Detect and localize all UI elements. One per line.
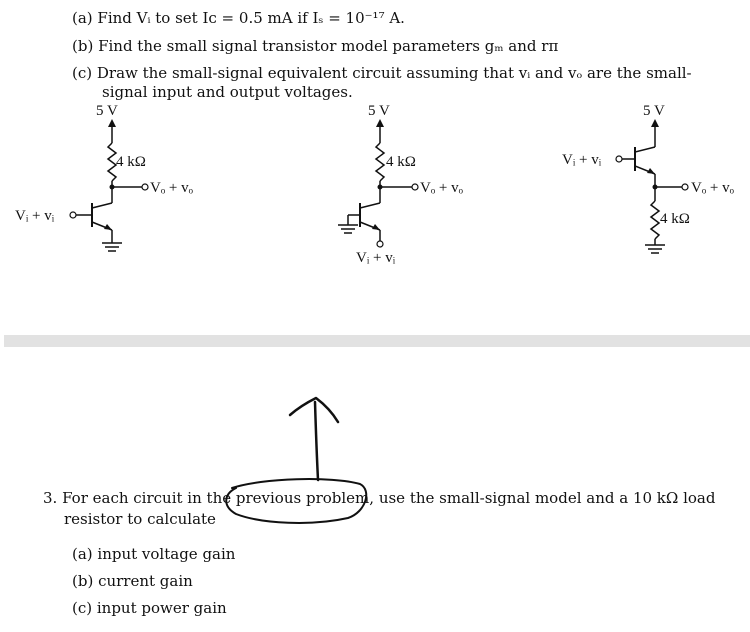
output-label: Vₒ + vₒ <box>691 180 734 196</box>
problem3-item-a: (a) input voltage gain <box>72 545 236 563</box>
input-terminal <box>377 241 383 247</box>
supply-label: 5 V <box>96 103 118 119</box>
circuit-common-emitter <box>0 95 200 265</box>
problem3-line1 <box>43 489 715 507</box>
problem3-line1-end: use the small-signal model and a 10 kΩ load <box>378 489 716 507</box>
output-label: Vₒ + vₒ <box>420 180 463 196</box>
supply-label: 5 V <box>368 103 390 119</box>
input-terminal <box>616 156 622 162</box>
supply-label: 5 V <box>643 103 665 119</box>
output-label: Vₒ + vₒ <box>150 180 193 196</box>
output-terminal <box>412 184 418 190</box>
output-terminal <box>682 184 688 190</box>
circled-phrase: previous problem, <box>235 489 375 507</box>
problem3-item-b: (b) current gain <box>72 572 193 590</box>
supply-arrow-icon <box>108 119 116 127</box>
input-label: Vᵢ + vᵢ <box>15 208 55 224</box>
problem2-part-c-line1: (c) Draw the small-signal equivalent circuit assuming that vᵢ and vₒ are the small- <box>72 64 692 82</box>
problem2-part-c-line2: signal input and output voltages. <box>102 83 353 101</box>
circuit-common-base <box>320 95 520 275</box>
resistor-label: 4 kΩ <box>386 154 416 170</box>
output-terminal <box>142 184 148 190</box>
input-label: Vᵢ + vᵢ <box>562 152 602 168</box>
problem3-line2: resistor to calculate <box>64 510 216 528</box>
resistor-label: 4 kΩ <box>660 211 690 227</box>
supply-arrow-icon <box>651 119 659 127</box>
circuit-common-collector <box>550 95 750 265</box>
resistor-label: 4 kΩ <box>116 154 146 170</box>
collector-resistor <box>376 143 384 181</box>
problem2-part-a: (a) Find Vᵢ to set Iᴄ = 0.5 mA if Iₛ = 10⁻¹⁷ A. <box>72 9 405 27</box>
emitter-resistor <box>651 201 659 239</box>
annotation-arrow-icon <box>280 390 360 485</box>
input-label: Vᵢ + vᵢ <box>356 250 396 266</box>
supply-arrow-icon <box>376 119 384 127</box>
problem3-line1-start: 3. For each circuit in the <box>43 489 232 507</box>
page-divider <box>4 335 750 347</box>
problem3-item-c: (c) input power gain <box>72 599 227 617</box>
problem2-part-b: (b) Find the small signal transistor model parameters gₘ and rπ <box>72 37 559 55</box>
input-terminal <box>70 212 76 218</box>
collector-resistor <box>108 143 116 181</box>
